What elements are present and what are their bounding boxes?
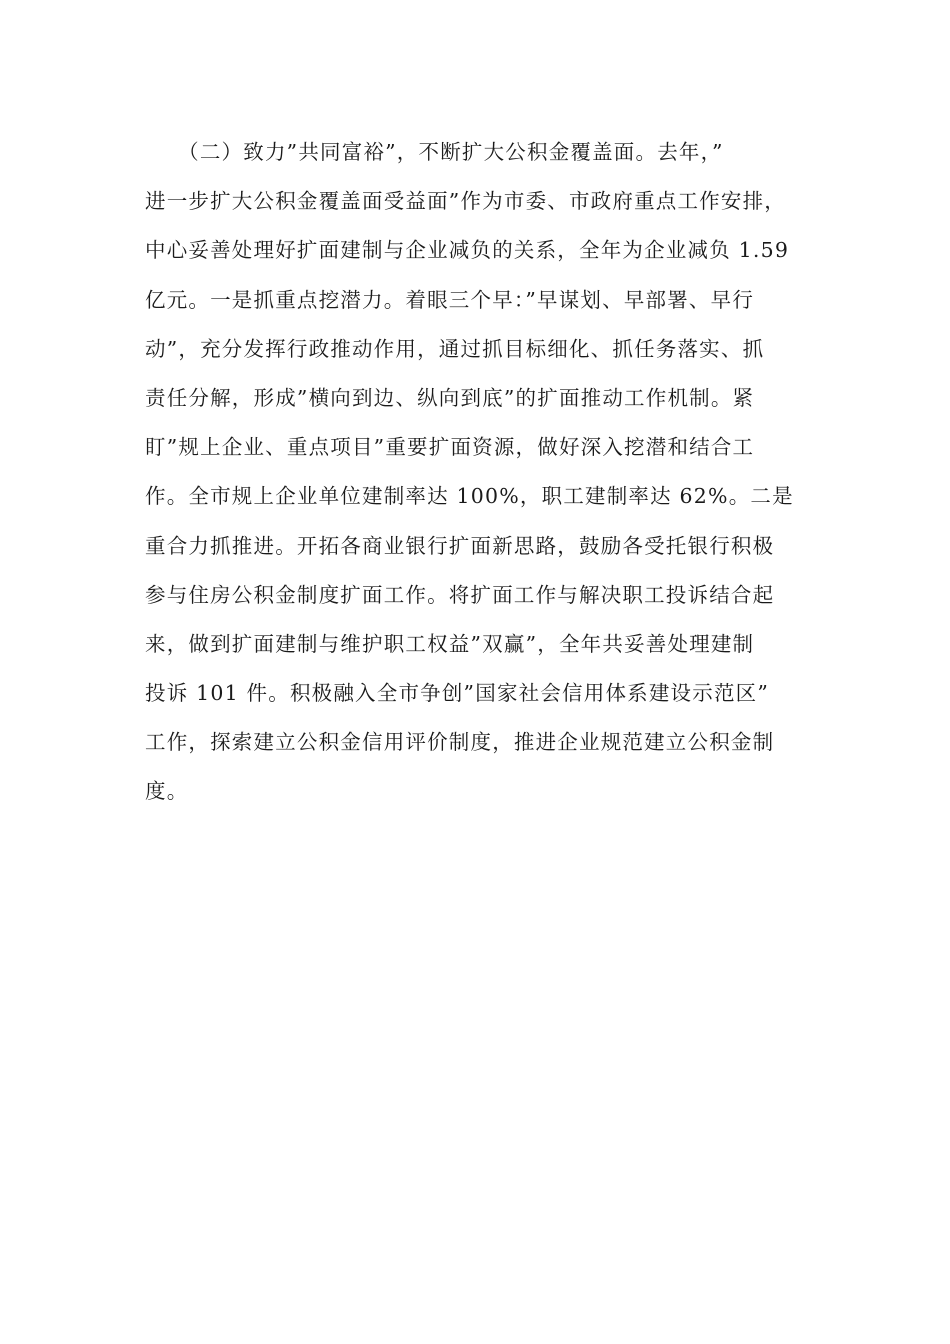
paragraph-line: 来，做到扩面建制与维护职工权益”双赢”，全年共妥善处理建制 <box>145 631 755 656</box>
paragraph-line: 责任分解，形成”横向到边、纵向到底”的扩面推动工作机制。紧 <box>145 385 755 410</box>
paragraph-line: 中心妥善处理好扩面建制与企业减负的关系，全年为企业减负 1.59 <box>145 238 790 263</box>
paragraph-line: 亿元。一是抓重点挖潜力。着眼三个早：”早谋划、早部署、早行 <box>145 287 755 312</box>
paragraph-line: 工作，探索建立公积金信用评价制度，推进企业规范建立公积金制 <box>145 730 775 755</box>
paragraph-line: 进一步扩大公积金覆盖面受益面”作为市委、市政府重点工作安排， <box>145 189 786 214</box>
paragraph-line: 重合力抓推进。开拓各商业银行扩面新思路，鼓励各受托银行积极 <box>145 533 775 558</box>
paragraph-line: 盯”规上企业、重点项目”重要扩面资源，做好深入挖潜和结合工 <box>145 435 755 460</box>
paragraph-line: 参与住房公积金制度扩面工作。将扩面工作与解决职工投诉结合起 <box>145 582 775 607</box>
paragraph-line: 作。全市规上企业单位建制率达 100%，职工建制率达 62%。二是 <box>145 484 794 509</box>
paragraph-line: 投诉 101 件。积极融入全市争创”国家社会信用体系建设示范区” <box>145 681 770 706</box>
body-paragraph <box>145 128 805 817</box>
paragraph-line: （二）致力”共同富裕”，不断扩大公积金覆盖面。去年，” <box>145 140 724 164</box>
paragraph-line: 动”，充分发挥行政推动作用，通过抓目标细化、抓任务落实、抓 <box>145 336 765 361</box>
paragraph-line: 度。 <box>145 779 189 804</box>
